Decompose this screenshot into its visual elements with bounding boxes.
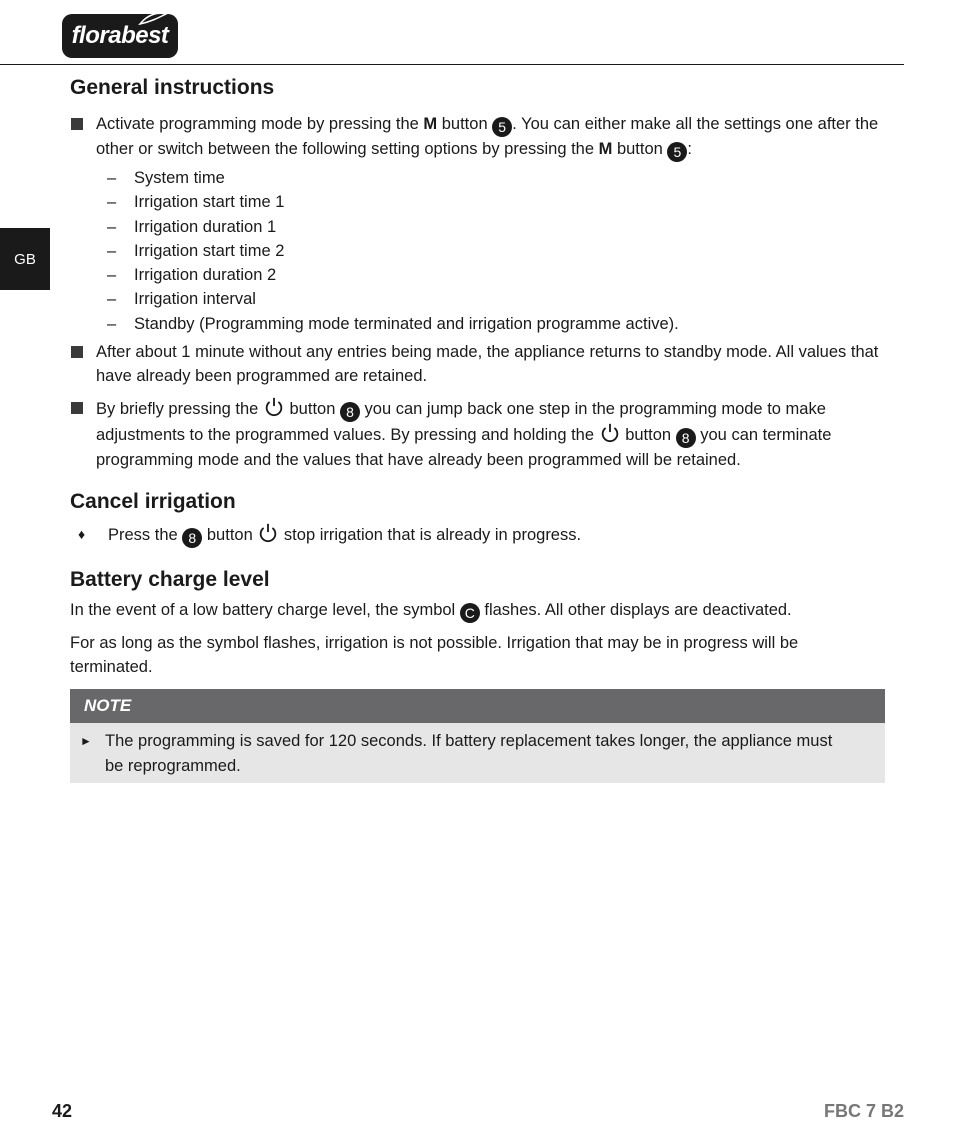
florabest-logo bbox=[62, 14, 178, 58]
m-key-label: M bbox=[598, 140, 613, 158]
number-badge-8: 8 bbox=[676, 428, 696, 448]
text: button bbox=[620, 426, 676, 445]
logo-text: florabest bbox=[71, 22, 169, 49]
option-label: Standby (Programming mode terminated and irrigation programme active). bbox=[134, 314, 679, 333]
number-badge-8: 8 bbox=[340, 402, 360, 422]
text: you can terminate programming mode and the values that have already been programmed will be retained. bbox=[96, 426, 832, 470]
text: In the event of a low battery charge level, the symbol bbox=[70, 601, 460, 620]
text: Press the bbox=[108, 526, 183, 545]
dash: – bbox=[107, 217, 117, 236]
text: button bbox=[612, 140, 668, 158]
power-icon bbox=[599, 422, 621, 444]
text: . You can either make all the settings one after the other or switch between the following setting options by pressing the bbox=[96, 115, 879, 158]
list-item bbox=[70, 190, 885, 214]
dash: – bbox=[107, 241, 117, 260]
list-item bbox=[70, 215, 885, 239]
text: flashes. All other displays are deactivated. bbox=[479, 601, 792, 620]
power-icon bbox=[257, 522, 279, 544]
option-label: Irrigation interval bbox=[134, 290, 256, 309]
number-badge-5: 5 bbox=[667, 142, 687, 162]
number-badge-5: 5 bbox=[492, 117, 512, 137]
page-content bbox=[70, 74, 885, 783]
arrow-bullet-icon: ► bbox=[80, 734, 92, 749]
dash: – bbox=[107, 290, 117, 309]
power-icon bbox=[263, 396, 285, 418]
number-badge-8: 8 bbox=[182, 528, 202, 548]
list-item bbox=[70, 166, 885, 190]
section-title-battery: Battery charge level bbox=[70, 568, 270, 592]
note-heading: NOTE bbox=[70, 689, 885, 723]
bullet-power-button bbox=[70, 396, 885, 472]
option-label: Irrigation start time 2 bbox=[134, 241, 285, 260]
battery-paragraph-1 bbox=[70, 598, 885, 623]
dash: – bbox=[107, 314, 117, 333]
section-title-general: General instructions bbox=[70, 76, 275, 99]
square-bullet-icon bbox=[71, 402, 83, 414]
text: button bbox=[437, 115, 493, 133]
header-rule bbox=[0, 64, 904, 65]
setting-options-list bbox=[70, 166, 885, 336]
model-number: FBC 7 B2 bbox=[823, 1101, 904, 1121]
bullet-activate-programming bbox=[70, 112, 885, 162]
text: stop irrigation that is already in progress. bbox=[279, 526, 582, 545]
cancel-step bbox=[70, 522, 885, 548]
dash: – bbox=[107, 193, 117, 212]
list-item bbox=[70, 287, 885, 311]
note-text: The programming is saved for 120 seconds. If battery replacement takes longer, the appliance must be reprogrammed. bbox=[105, 732, 833, 776]
m-key-label: M bbox=[423, 115, 438, 133]
text: : bbox=[687, 140, 693, 158]
spacer bbox=[70, 388, 885, 396]
note-body bbox=[70, 723, 885, 783]
option-label: Irrigation duration 2 bbox=[134, 266, 277, 285]
page-number: 42 bbox=[52, 1101, 73, 1121]
list-item bbox=[70, 239, 885, 263]
spacer bbox=[70, 623, 885, 631]
bullet-standby-timeout bbox=[70, 340, 885, 388]
list-item bbox=[70, 263, 885, 287]
note-box bbox=[70, 689, 885, 783]
dash: – bbox=[107, 169, 117, 187]
list-item bbox=[70, 312, 885, 336]
square-bullet-icon bbox=[71, 346, 83, 358]
option-label: Irrigation duration 1 bbox=[134, 217, 277, 236]
symbol-c-badge: C bbox=[460, 603, 480, 623]
dash: – bbox=[107, 266, 117, 285]
text: After about 1 minute without any entries being made, the appliance returns to standby mode. All values that have already been programmed are retained. bbox=[96, 343, 879, 386]
square-bullet-icon bbox=[71, 118, 83, 130]
text: By briefly pressing the bbox=[96, 400, 263, 419]
text: you can jump back one step in the programming mode to make adjustments to the programmed values. By pressing and holding the bbox=[96, 400, 826, 445]
battery-paragraph-2: For as long as the symbol flashes, irrigation is not possible. Irrigation that may be in progress will be terminated. bbox=[70, 634, 799, 677]
option-label: Irrigation start time 1 bbox=[134, 193, 285, 212]
diamond-bullet-icon: ♦ bbox=[78, 526, 86, 543]
text: button bbox=[284, 400, 340, 419]
section-title-cancel: Cancel irrigation bbox=[70, 490, 236, 514]
language-tab: GB bbox=[0, 228, 50, 290]
text: button bbox=[202, 526, 258, 545]
text: Activate programming mode by pressing the bbox=[96, 115, 424, 133]
option-label: System time bbox=[134, 169, 225, 187]
